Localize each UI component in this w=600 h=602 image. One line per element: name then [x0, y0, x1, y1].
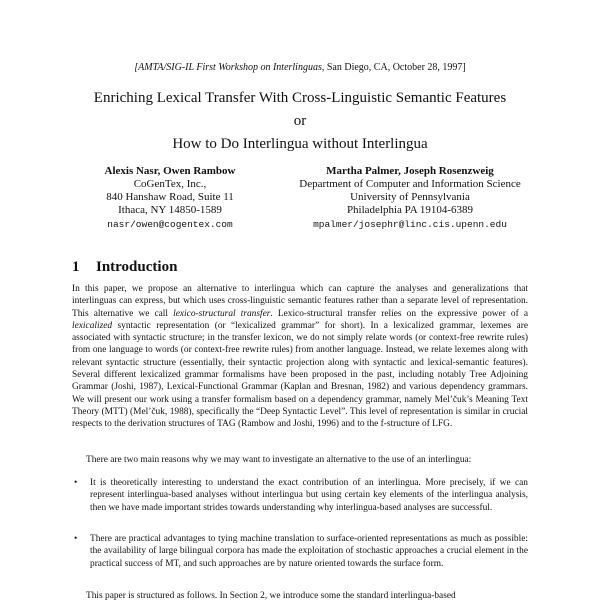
paragraph-text: syntactic representation (or “lexicalized grammar” for short). In a lexicalized grammar, lexemes are associated with syntactic structure; in the transfer lexicon, we do not simply relate words (or context-free rewrite rules) from one language to words (or context-free rewrite rules) from another language. Instead, we relate lexemes along with relevant syntactic structure (essentially, their syntactic projection along with syntactic and lexical-semantic features). Several different lexicalized grammar formalisms have been proposed in the past, including notably Tree Adjoining Grammar (Joshi, 1987), Lexical-Functional Grammar (Kaplan and Bresnan, 1982) and various dependency grammars. We will present our work using a transfer formalism based on a dependency grammar, namely Mel’čuk’s Meaning Text Theory (MTT) (Mel’čuk, 1988), specifically the “Deep Syntactic Level”. This level of representation is similar in crucial respects to the derivation structures of TAG (Rambow and Joshi, 1996) and to the f-structure of LFG.	[72, 320, 528, 430]
section-heading	[72, 259, 177, 276]
author-names-left: Alexis Nasr, Owen Rambow	[104, 165, 236, 177]
bullet-icon: •	[74, 534, 78, 544]
emphasis-term: lexicalized	[72, 320, 113, 331]
emphasis-term: lexico-structural transfer	[173, 308, 271, 319]
section-number: 1	[72, 259, 80, 275]
email-left: nasr/owen@cogentex.com	[107, 219, 233, 230]
paper-title: Enriching Lexical Transfer With Cross-Linguistic Semantic Features	[93, 90, 507, 106]
author-names-right: Martha Palmer, Joseph Rosenzweig	[326, 165, 494, 177]
venue-rest: , San Diego, CA, October 28, 1997]	[321, 62, 466, 73]
bullet-icon: •	[74, 478, 78, 488]
affiliation-left-3: Ithaca, NY 14850-1589	[118, 204, 222, 216]
venue-italic: [AMTA/SIG-IL First Workshop on Interlinguas	[134, 62, 322, 73]
author-block-right	[260, 165, 560, 231]
paper-subtitle: How to Do Interlingua without Interlingua	[172, 136, 428, 152]
affiliation-right-3: Philadelphia PA 19104-6389	[346, 204, 474, 216]
affiliation-right-1: Department of Computer and Information Science	[299, 178, 521, 190]
title-or: or	[293, 113, 307, 129]
paragraph-structure: This paper is structured as follows. In Section 2, we introduce some the standard interlingua-based	[86, 591, 456, 601]
affiliation-left-2: 840 Hanshaw Road, Suite 11	[106, 191, 234, 203]
section-title: Introduction	[96, 259, 178, 275]
author-block-left	[60, 165, 280, 231]
venue-line	[0, 62, 600, 73]
affiliation-right-2: University of Pennsylvania	[350, 191, 470, 203]
bullet-text: There are practical advantages to tying machine translation to surface-oriented representations as much as possible: the availability of large bilingual corpora has made the exploitation of stochastic approaches a crucial element in the practical success of MT, and such approaches are by nature oriented towards the surface form.	[90, 534, 528, 569]
bullet-item	[74, 477, 528, 514]
paragraph-text: In this paper, we propose an alternative to interlingua which can capture the analyses and generalizations that interlinguas can express, but which uses cross-linguistic semantic features rather than a separate level of representation. This alternative we call	[72, 284, 528, 319]
paragraph-text: . Lexico-structural transfer relies on the expressive power of a	[270, 308, 529, 319]
paragraph-intro	[72, 283, 528, 431]
affiliation-left-1: CoGenTex, Inc.,	[133, 178, 207, 190]
paragraph-reasons: There are two main reasons why we may want to investigate an alternative to the use of an interlingua:	[86, 455, 472, 465]
email-right: mpalmer/josephr@linc.cis.upenn.edu	[313, 219, 507, 230]
bullet-item	[74, 533, 528, 570]
bullet-text: It is theoretically interesting to understand the exact contribution of an interlingua. More precisely, if we can represent interlingua-based analyses without interlingua but using certain key elements of the interlingua analysis, then we have made important strides towards understanding why interlingua-based analyses are successful.	[90, 478, 528, 513]
